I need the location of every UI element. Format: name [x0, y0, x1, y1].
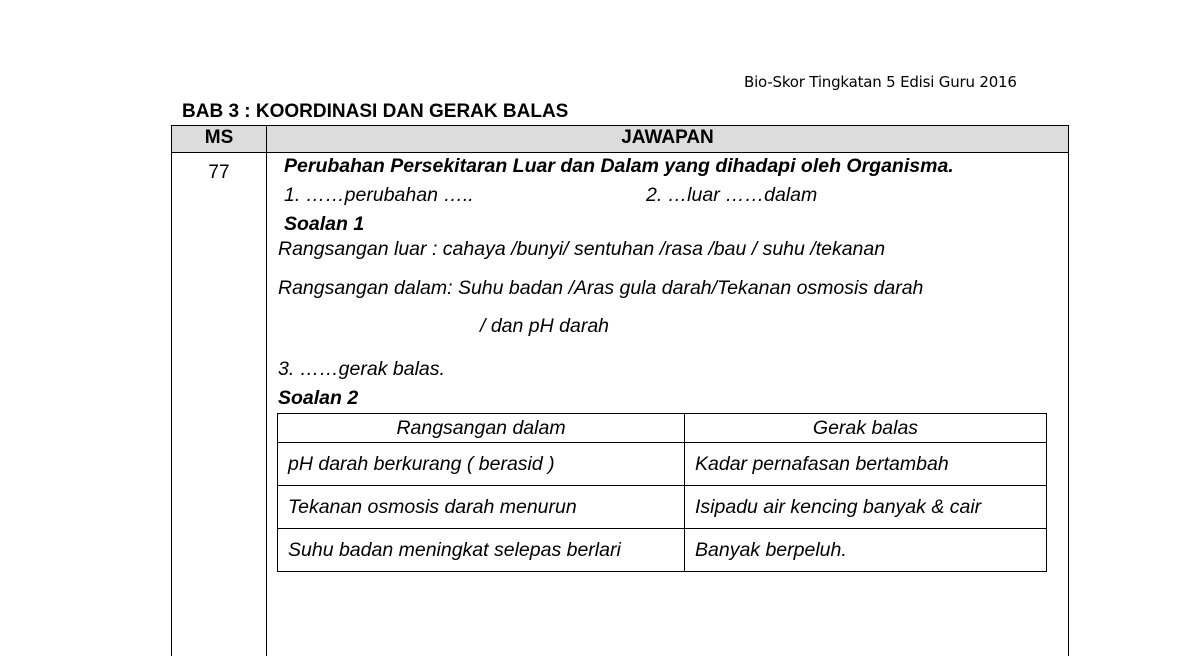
answer-1: 1. ……perubahan …..	[284, 184, 474, 206]
stimulus-cell: Tekanan osmosis darah menurun	[278, 486, 685, 529]
table-header	[278, 414, 1047, 443]
header-gerak-balas: Gerak balas	[685, 414, 1047, 443]
column-header-ms: MS	[204, 127, 234, 148]
answer-3: 3. ……gerak balas.	[278, 358, 445, 380]
section-heading: Perubahan Persekitaran Luar dan Dalam yang dihadapi oleh Organisma.	[284, 155, 954, 177]
page-header-note: Bio-Skor Tingkatan 5 Edisi Guru 2016	[744, 73, 1017, 91]
stimulus-response-table	[277, 413, 1047, 572]
stimulus-cell: Suhu badan meningkat selepas berlari	[278, 529, 685, 572]
column-header-jawapan: JAWAPAN	[621, 127, 714, 148]
page-number: 77	[208, 162, 230, 183]
response-cell: Kadar pernafasan bertambah	[685, 443, 1047, 486]
column-divider	[266, 126, 267, 656]
external-stimuli: Rangsangan luar : cahaya /bunyi/ sentuhan /rasa /bau / suhu /tekanan	[278, 238, 886, 260]
chapter-title: BAB 3 : KOORDINASI DAN GERAK BALAS	[182, 101, 569, 122]
answer-table	[171, 125, 1069, 656]
response-cell: Banyak berpeluh.	[685, 529, 1047, 572]
soalan-2-title: Soalan 2	[278, 387, 359, 409]
header-rangsangan: Rangsangan dalam	[278, 414, 685, 443]
table-row	[278, 486, 1047, 529]
answer-2: 2. …luar ……dalam	[646, 184, 818, 206]
response-cell: Isipadu air kencing banyak & cair	[685, 486, 1047, 529]
stimulus-cell: pH darah berkurang ( berasid )	[278, 443, 685, 486]
soalan-1-title: Soalan 1	[284, 213, 365, 235]
table-row	[278, 443, 1047, 486]
internal-stimuli: Rangsangan dalam: Suhu badan /Aras gula darah/Tekanan osmosis darah	[278, 277, 924, 299]
table-header-row	[172, 126, 1068, 153]
table-row	[278, 529, 1047, 572]
internal-stimuli-continued: / dan pH darah	[480, 315, 610, 337]
